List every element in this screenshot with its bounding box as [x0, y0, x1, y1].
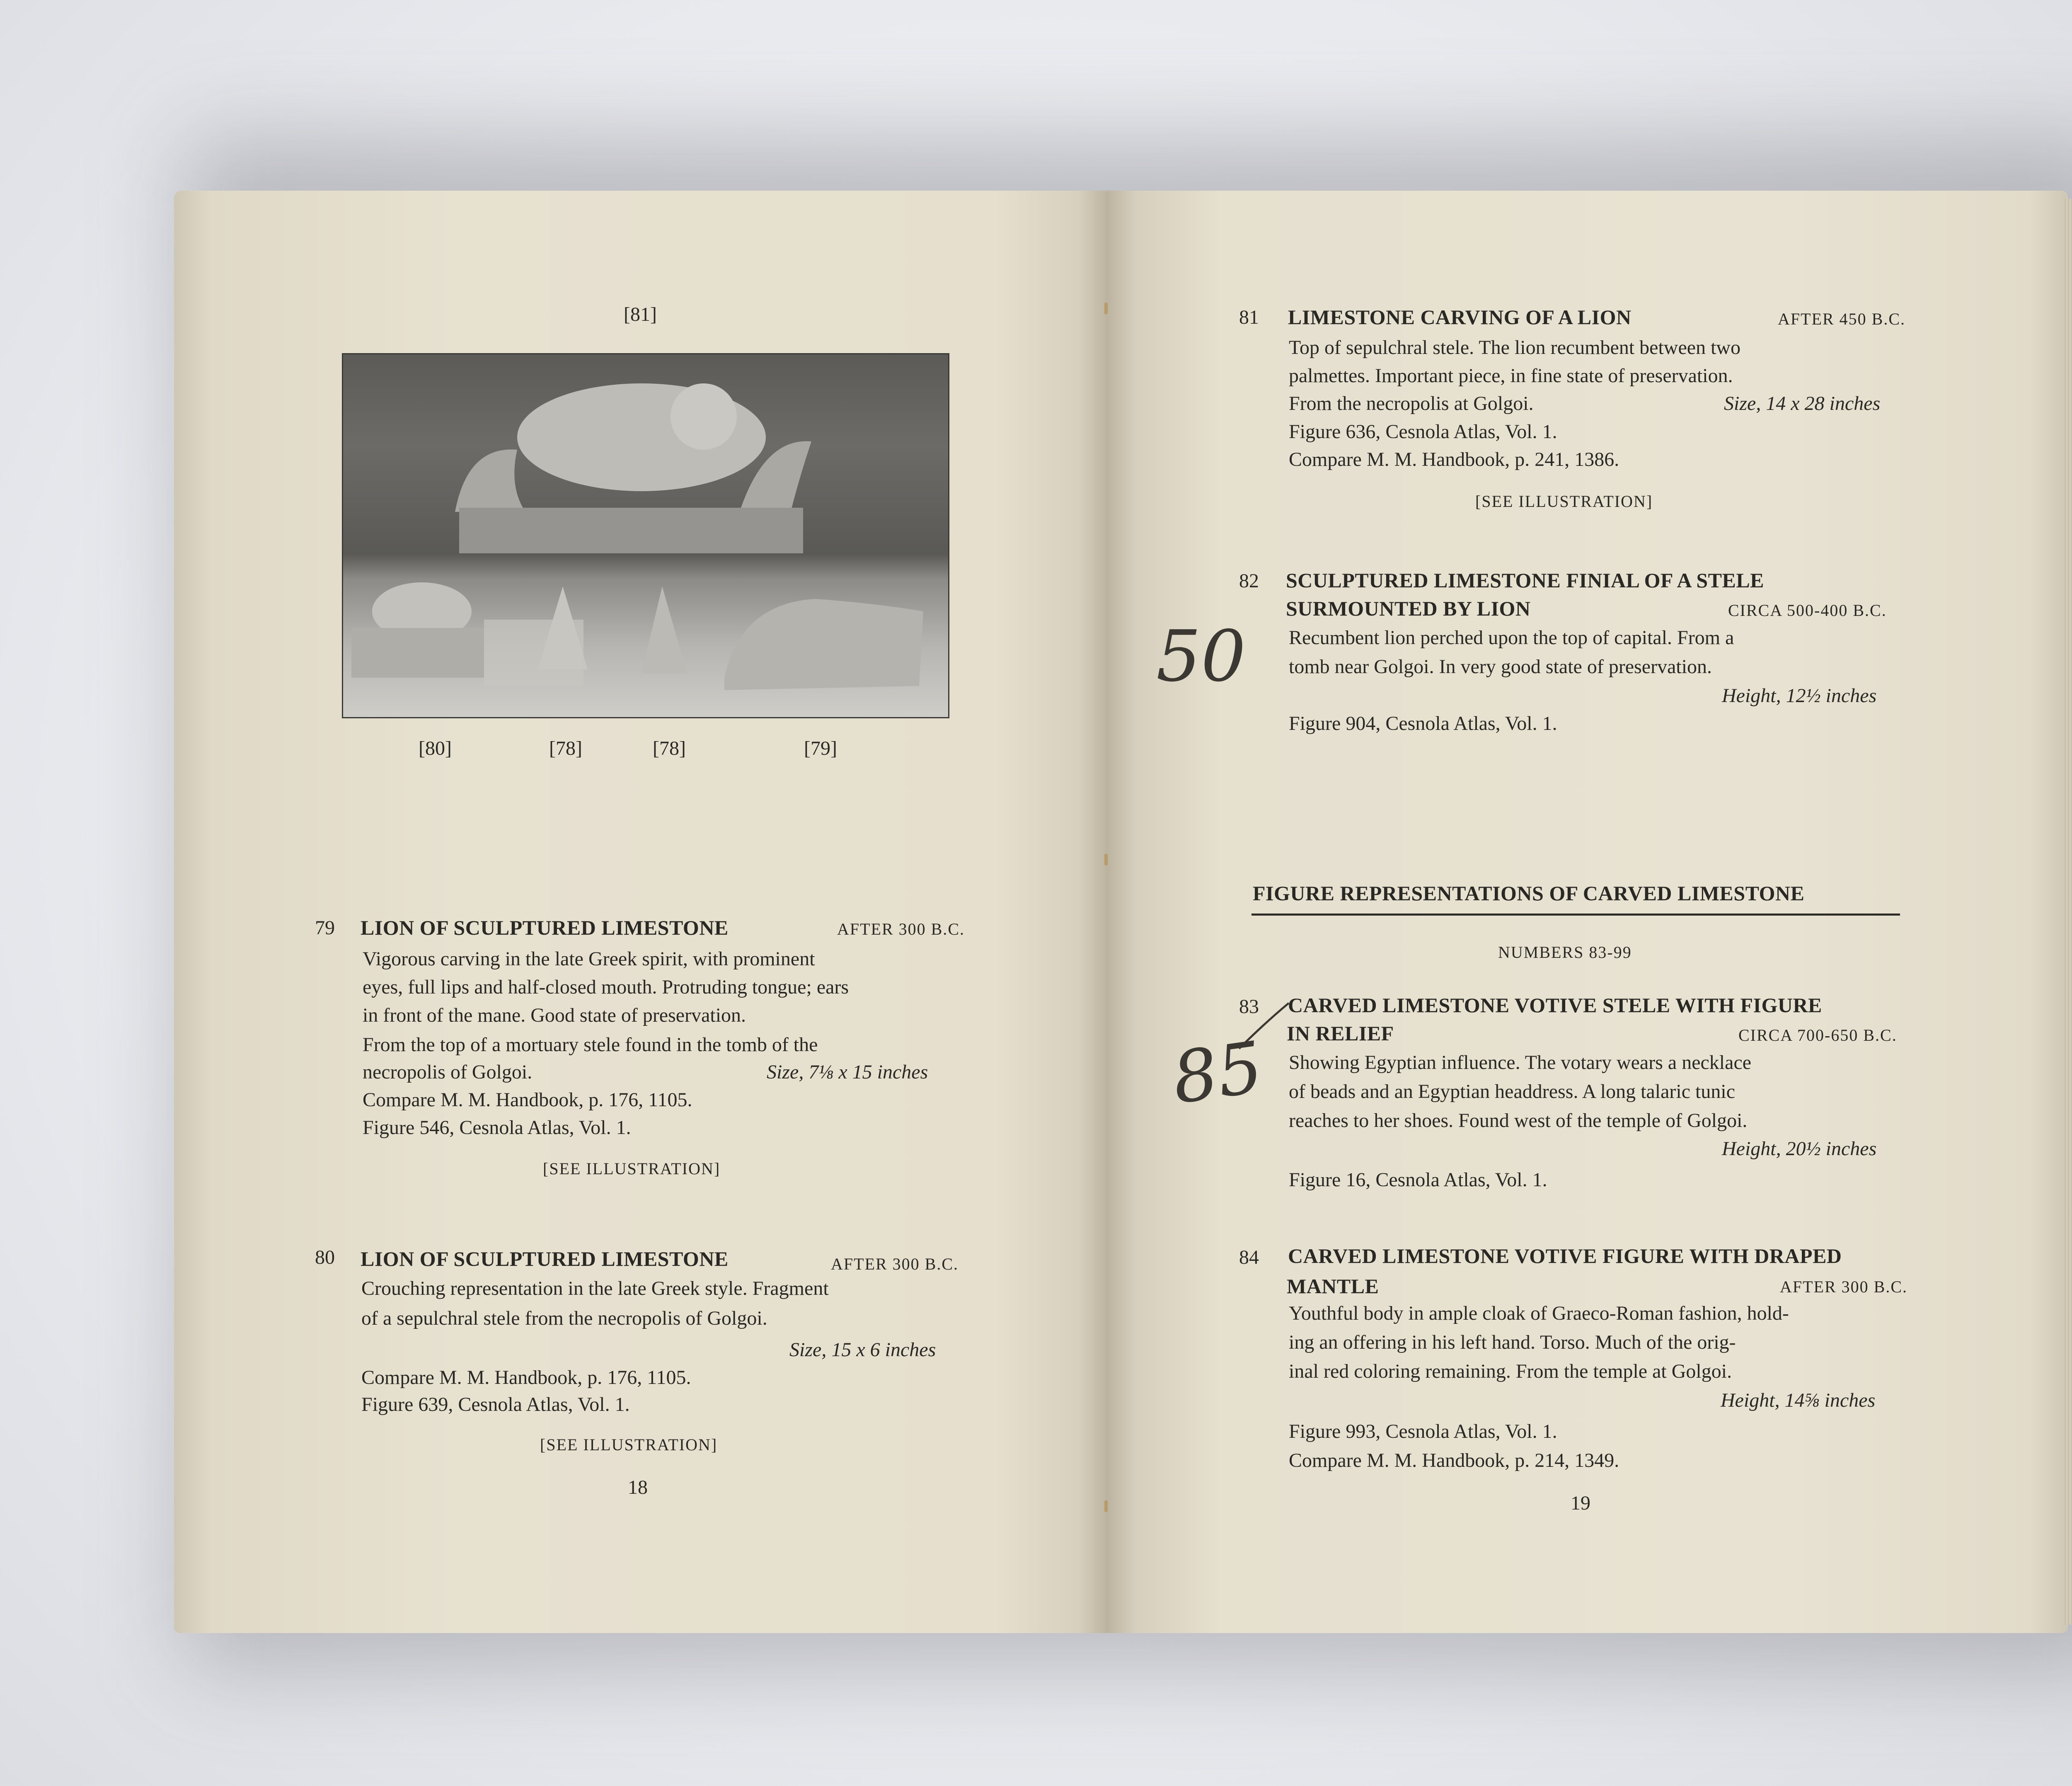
- photo-caption: [78]: [549, 737, 582, 759]
- section-rule: [1251, 914, 1900, 916]
- entry-number: 80: [315, 1246, 335, 1268]
- entry-title: LION OF SCULPTURED LIMESTONE: [361, 916, 729, 939]
- binding-thread: [1104, 303, 1108, 314]
- entry-date: AFTER 300 B.C.: [1780, 1277, 1908, 1296]
- photo-caption: [80]: [419, 737, 452, 759]
- entry-size: Size, 7⅛ x 15 inches: [767, 1061, 928, 1083]
- entry-title: LION OF SCULPTURED LIMESTONE: [361, 1247, 729, 1270]
- entry-size: Height, 20½ inches: [1722, 1138, 1877, 1160]
- entry-number: 79: [315, 917, 335, 939]
- section-subheading: NUMBERS 83-99: [1498, 943, 1632, 962]
- right-page: [1106, 191, 2068, 1633]
- entry-text-line: From the necropolis at Golgoi.: [1289, 393, 1534, 414]
- entry-text-line: Top of sepulchral stele. The lion recumbent between two: [1289, 337, 1741, 359]
- entry-date: CIRCA 700-650 B.C.: [1738, 1026, 1897, 1044]
- entry-text-line: Youthful body in ample cloak of Graeco-Roman fashion, hold-: [1289, 1302, 1789, 1324]
- entry-text-line: in front of the mane. Good state of preservation.: [363, 1004, 746, 1026]
- entry-title-line: SCULPTURED LIMESTONE FINIAL OF A STELE: [1286, 569, 1765, 592]
- pencil-stroke: [1235, 996, 1297, 1053]
- entry-date: AFTER 300 B.C.: [831, 1255, 959, 1273]
- entry-date: AFTER 450 B.C.: [1778, 310, 1906, 328]
- entry-title: LIMESTONE CARVING OF A LION: [1288, 305, 1631, 329]
- entry-size: Size, 15 x 6 inches: [789, 1339, 936, 1361]
- photo-caption: [79]: [804, 737, 837, 759]
- binding-thread: [1104, 1500, 1108, 1512]
- sculpture-photo: [342, 353, 949, 718]
- entry-title-line: CARVED LIMESTONE VOTIVE STELE WITH FIGURE: [1288, 994, 1822, 1017]
- page-edges: [2064, 199, 2072, 1625]
- entry-text-line: ing an offering in his left hand. Torso. Much of the orig-: [1289, 1331, 1736, 1353]
- entry-title-line: MANTLE: [1287, 1275, 1379, 1298]
- entry-text-line: eyes, full lips and half-closed mouth. Protruding tongue; ears: [363, 976, 849, 998]
- page-number: 18: [628, 1476, 648, 1498]
- entry-reference: Figure 993, Cesnola Atlas, Vol. 1.: [1289, 1420, 1557, 1442]
- entry-number: 84: [1239, 1246, 1259, 1268]
- entry-text-line: palmettes. Important piece, in fine state of preservation.: [1289, 365, 1733, 387]
- entry-title-line: SURMOUNTED BY LION: [1286, 597, 1531, 620]
- see-illustration: [SEE ILLUSTRATION]: [540, 1435, 718, 1454]
- see-illustration: [SEE ILLUSTRATION]: [543, 1159, 721, 1178]
- entry-reference: Figure 16, Cesnola Atlas, Vol. 1.: [1289, 1169, 1547, 1191]
- photo-caption: [78]: [653, 737, 686, 759]
- entry-text-line: of beads and an Egyptian headdress. A long talaric tunic: [1289, 1081, 1736, 1103]
- page-number: 19: [1571, 1492, 1590, 1514]
- entry-text-line: tomb near Golgoi. In very good state of preservation.: [1289, 656, 1712, 678]
- entry-text-line: From the top of a mortuary stele found in the tomb of the: [363, 1034, 818, 1056]
- entry-reference: Figure 639, Cesnola Atlas, Vol. 1.: [361, 1393, 630, 1415]
- entry-text-line: Crouching representation in the late Greek style. Fragment: [361, 1277, 829, 1299]
- entry-text-line: Recumbent lion perched upon the top of capital. From a: [1289, 627, 1734, 649]
- entry-title-line: IN RELIEF: [1287, 1022, 1394, 1045]
- entry-number: 82: [1239, 570, 1259, 592]
- entry-number: 81: [1239, 306, 1259, 328]
- entry-size: Height, 14⅝ inches: [1721, 1389, 1876, 1411]
- entry-reference: Compare M. M. Handbook, p. 241, 1386.: [1289, 448, 1619, 470]
- binding-thread: [1104, 854, 1108, 865]
- figure-ref: [81]: [624, 303, 657, 325]
- entry-text-line: inal red coloring remaining. From the temple at Golgoi.: [1289, 1360, 1732, 1382]
- handwritten-note: 85: [1167, 1026, 1268, 1120]
- entry-date: AFTER 300 B.C.: [837, 920, 965, 938]
- entry-title-line: CARVED LIMESTONE VOTIVE FIGURE WITH DRAPED: [1288, 1244, 1842, 1267]
- entry-reference: Figure 904, Cesnola Atlas, Vol. 1.: [1289, 712, 1557, 734]
- entry-reference: Compare M. M. Handbook, p. 214, 1349.: [1289, 1449, 1619, 1471]
- entry-reference: Figure 636, Cesnola Atlas, Vol. 1.: [1289, 421, 1557, 443]
- entry-text-line: reaches to her shoes. Found west of the temple of Golgoi.: [1289, 1110, 1748, 1132]
- entry-text-line: Showing Egyptian influence. The votary wears a necklace: [1289, 1052, 1752, 1074]
- entry-size: Size, 14 x 28 inches: [1724, 393, 1881, 414]
- entry-text-line: necropolis of Golgoi.: [363, 1061, 533, 1083]
- entry-reference: Compare M. M. Handbook, p. 176, 1105.: [363, 1089, 692, 1111]
- entry-reference: Compare M. M. Handbook, p. 176, 1105.: [361, 1367, 691, 1389]
- sculpture-photo-image: [343, 354, 948, 717]
- handwritten-note: 50: [1156, 616, 1246, 698]
- section-heading: FIGURE REPRESENTATIONS OF CARVED LIMESTONE: [1253, 882, 1805, 905]
- entry-date: CIRCA 500-400 B.C.: [1728, 601, 1887, 620]
- see-illustration: [SEE ILLUSTRATION]: [1475, 492, 1653, 511]
- entry-text-line: of a sepulchral stele from the necropolis of Golgoi.: [361, 1307, 767, 1329]
- entry-number: 83: [1239, 996, 1259, 1018]
- entry-size: Height, 12½ inches: [1722, 685, 1877, 707]
- entry-text-line: Vigorous carving in the late Greek spirit, with prominent: [363, 948, 815, 970]
- entry-reference: Figure 546, Cesnola Atlas, Vol. 1.: [363, 1117, 631, 1139]
